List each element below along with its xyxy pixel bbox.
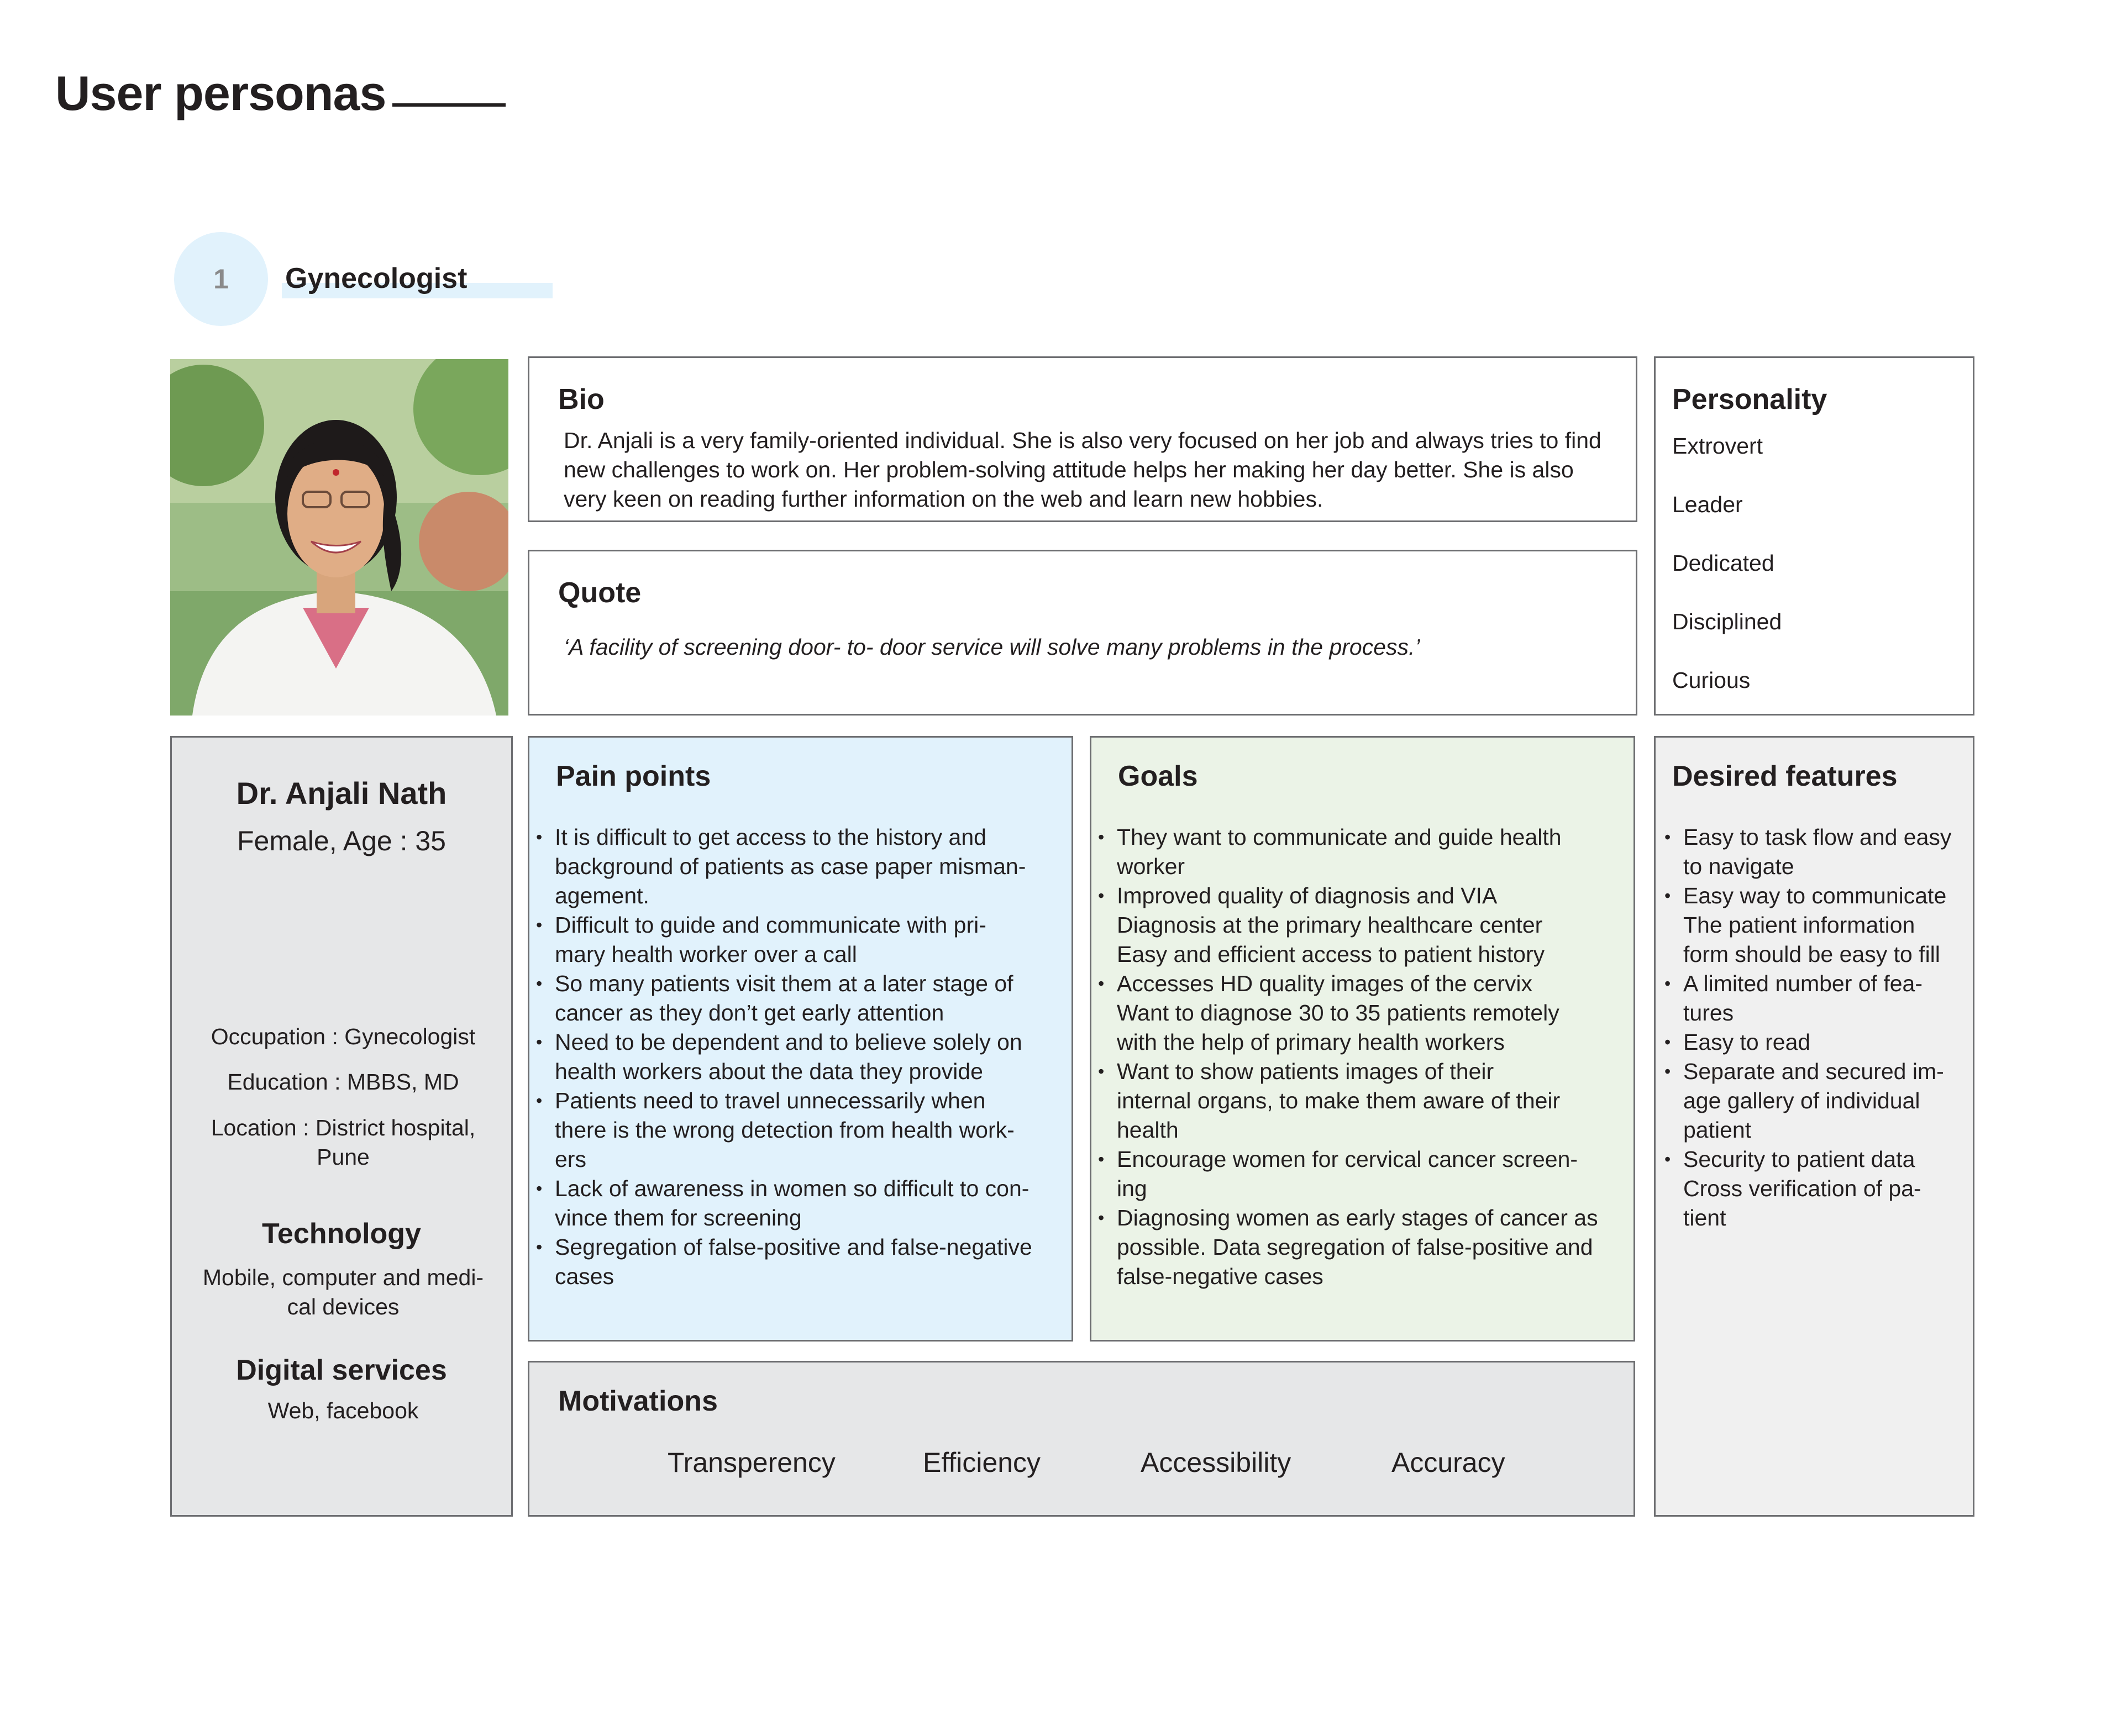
personality-trait: Leader: [1672, 492, 1743, 517]
profile-card: [170, 736, 513, 1517]
personality-heading: Personality: [1672, 383, 1827, 415]
desired-features-heading: Desired features: [1672, 760, 1898, 792]
list-item: • Segregation of false-positive and false-negative cases: [539, 1233, 1055, 1291]
quote-card: [528, 550, 1637, 716]
list-item: • They want to communicate and guide health worker: [1101, 823, 1617, 881]
persona-occupation: Occupation : Gynecologist: [211, 1024, 476, 1049]
list-item: • Diagnosing women as early stages of cancer as possible. Data segregation of false-positive and false-negative cases: [1101, 1203, 1617, 1291]
motivation-item: Accuracy: [1391, 1447, 1505, 1478]
persona-gender-age: Female, Age : 35: [237, 825, 446, 856]
personality-trait: Dedicated: [1672, 550, 1774, 576]
list-item: • So many patients visit them at a later stage of cancer as they don’t get early attention: [539, 969, 1055, 1028]
motivation-item: Accessibility: [1141, 1447, 1291, 1478]
motivations-heading: Motivations: [558, 1385, 718, 1417]
list-item: • Accesses HD quality images of the cervix Want to diagnose 30 to 35 patients remotely with the help of primary health workers: [1101, 969, 1617, 1057]
goals-list: [1101, 823, 1617, 1291]
persona-name: Dr. Anjali Nath: [236, 776, 447, 811]
list-item: • Patients need to travel unnecessarily when there is the wrong detection from health work- ers: [539, 1086, 1055, 1174]
list-item: • Easy to read: [1668, 1028, 1962, 1057]
bio-card: [528, 356, 1637, 522]
personality-trait: Curious: [1672, 667, 1751, 693]
list-item: • Separate and secured im- age gallery of individual patient: [1668, 1057, 1962, 1145]
list-item: • Security to patient data Cross verification of pa- tient: [1668, 1145, 1962, 1233]
list-item: • Need to be dependent and to believe solely on health workers about the data they provide: [539, 1028, 1055, 1086]
goals-heading: Goals: [1118, 760, 1198, 792]
motivation-item: Efficiency: [923, 1447, 1041, 1478]
digital-services-heading: Digital services: [236, 1354, 447, 1386]
motivation-item: Transperency: [668, 1447, 836, 1478]
list-item: • Easy way to communicate The patient information form should be easy to fill: [1668, 881, 1962, 969]
list-item: • Difficult to guide and communicate with pri- mary health worker over a call: [539, 911, 1055, 969]
bio-heading: Bio: [558, 383, 605, 415]
quote-heading: Quote: [558, 577, 642, 609]
list-item: • Want to show patients images of their internal organs, to make them aware of their health: [1101, 1057, 1617, 1145]
title-underline: [392, 103, 506, 107]
page-title: User personas: [55, 65, 506, 122]
list-item: • Lack of awareness in women so difficult to con- vince them for screening: [539, 1174, 1055, 1233]
list-item: • It is difficult to get access to the history and background of patients as case paper misman- agement.: [539, 823, 1055, 911]
pain-points-heading: Pain points: [556, 760, 711, 792]
persona-education: Education : MBBS, MD: [227, 1069, 459, 1095]
list-item: • Improved quality of diagnosis and VIA Diagnosis at the primary healthcare center Easy and efficient access to patient history: [1101, 881, 1617, 969]
desired-features-card: [1654, 736, 1974, 1517]
persona-photo: [170, 359, 508, 716]
personality-trait: Extrovert: [1672, 433, 1763, 459]
list-item: • A limited number of fea- tures: [1668, 969, 1962, 1028]
desired-features-list: [1668, 823, 1962, 1233]
digital-services-value: Web, facebook: [267, 1398, 419, 1423]
bio-text: Dr. Anjali is a very family-oriented individual. She is also very focused on her job and always tries to find new challenges to work on. Her problem-solving attitude helps her making her day better. She is also very keen on reading further information on the web and learn new hobbies.: [564, 428, 1601, 512]
technology-heading: Technology: [262, 1218, 421, 1250]
persona-location: Location : District hospital, Pune: [211, 1115, 476, 1170]
pain-points-card: [528, 736, 1073, 1342]
persona-role: Gynecologist: [285, 262, 468, 294]
list-item: • Encourage women for cervical cancer screen- ing: [1101, 1145, 1617, 1203]
quote-text: ‘A facility of screening door- to- door service will solve many problems in the process.’: [564, 634, 1420, 660]
goals-card: [1090, 736, 1635, 1342]
list-item: • Easy to task flow and easy to navigate: [1668, 823, 1962, 881]
personality-card: [1654, 356, 1974, 716]
motivations-card: [528, 1361, 1635, 1517]
pain-points-list: [539, 823, 1055, 1291]
technology-value: Mobile, computer and medi- cal devices: [202, 1265, 484, 1319]
personality-trait: Disciplined: [1672, 609, 1782, 634]
persona-number-badge: 1: [174, 232, 268, 326]
